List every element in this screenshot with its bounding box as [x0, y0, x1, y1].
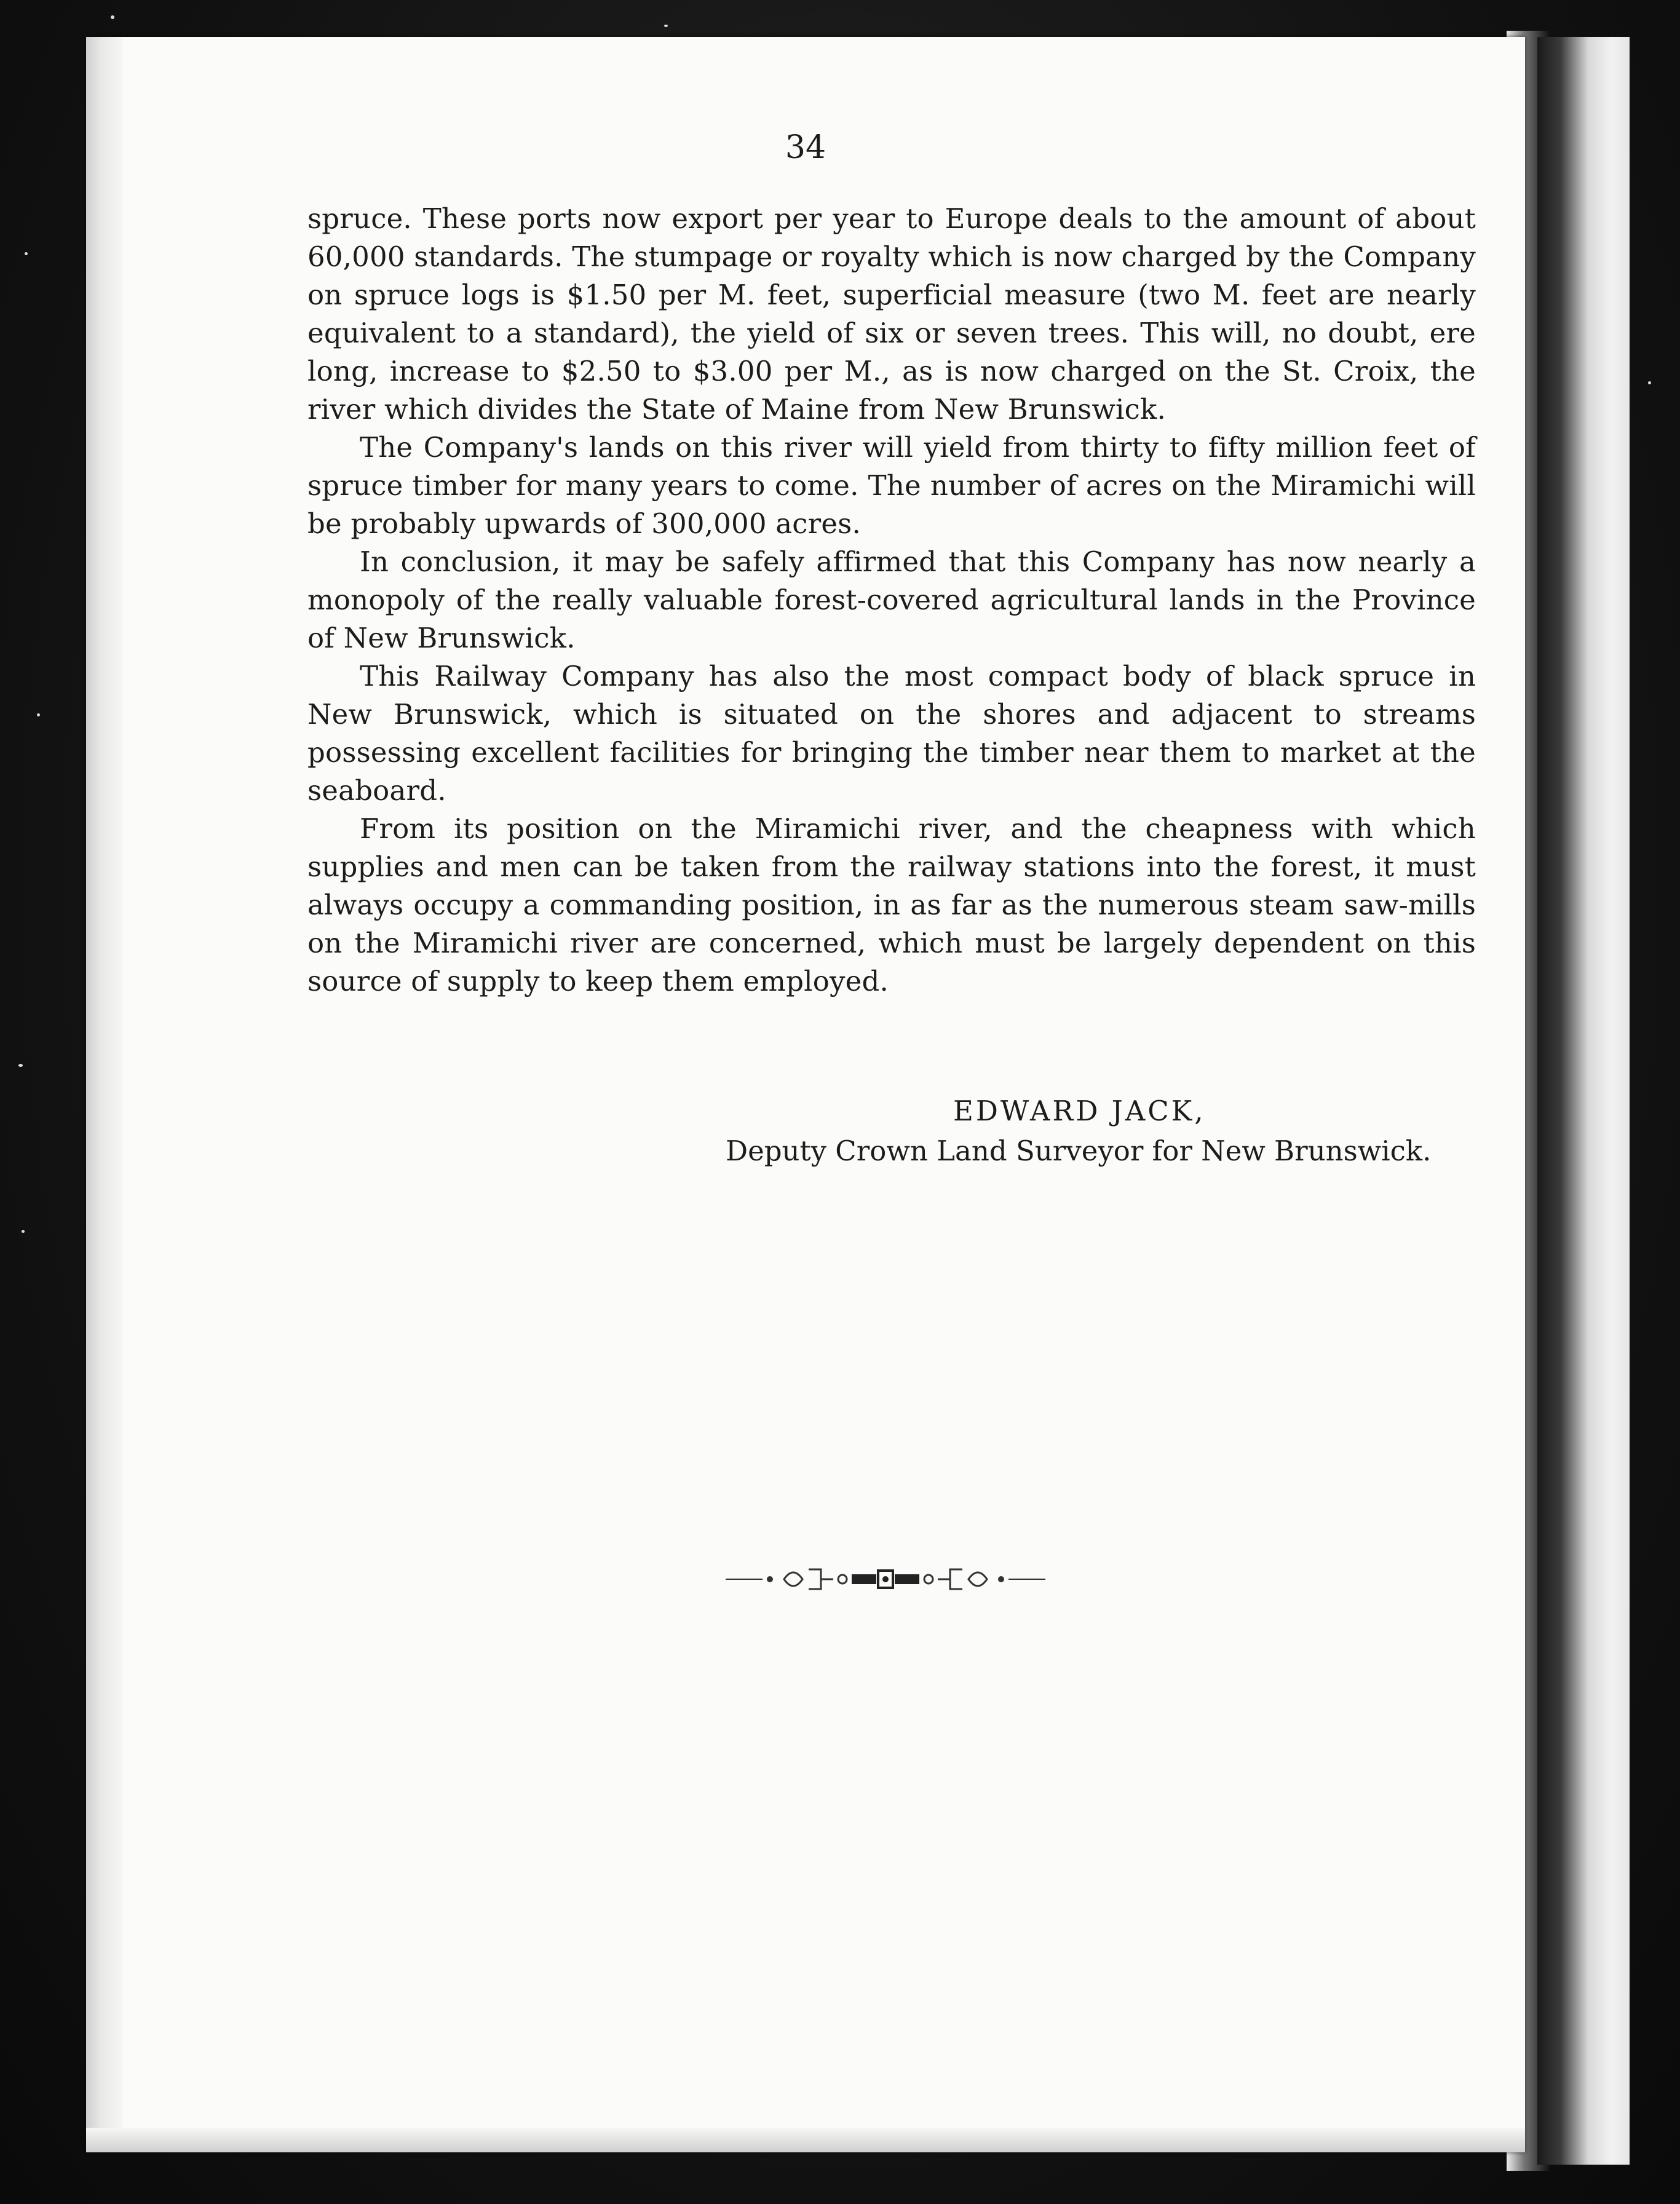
document-page — [86, 37, 1525, 2152]
paragraph: The Company's lands on this river will yield from thirty to fifty million feet of spruce timber for many years to come. The number of acres on the Miramichi will be probably upwards of 300,000 acres. — [307, 431, 1476, 540]
paragraph: This Railway Company has also the most compact body of black spruce in New Brunswick, which is situated on the shores and adjacent to streams possessing excellent facilities for bringing the timber near them to market at the seaboard. — [307, 660, 1476, 807]
scan-speck — [37, 713, 40, 716]
page-number: 34 — [785, 129, 826, 166]
scan-speck — [22, 1230, 25, 1233]
scan-speck — [18, 1064, 23, 1067]
ornament-divider-icon — [726, 1561, 1045, 1598]
scan-speck — [1648, 381, 1651, 384]
adjacent-page-edge — [1537, 37, 1630, 2165]
scan-speck — [25, 252, 28, 255]
signature-name: EDWARD JACK, — [953, 1095, 1206, 1127]
paragraph: From its position on the Miramichi river, and the cheapness with which supplies and men can be taken from the railway stations into the forest, it must always occupy a commanding position, in as far as the numerous steam saw-mills on the Miramichi river are concerned, which must be largely dependent on this source of supply to keep them employed. — [307, 812, 1476, 997]
page-left-edge — [86, 37, 123, 2152]
scan-speck — [664, 25, 668, 27]
paragraph-continued: spruce. These ports now export per year to Europe deals to the amount of about 60,000 standards. The stumpage or royalty which is now charged by the Company on spruce logs is $1.50 per M. feet, superficial measure (two M. feet are nearly equivalent to a standard), the yield of six or seven trees. This will, no doubt, ere long, increase to $2.50 to $3.00 per M., as is now charged on the St. Croix, the river which divides the State of Maine from New Brunswick. — [307, 202, 1476, 426]
body-text — [307, 200, 1476, 1001]
page-bottom-edge — [86, 2128, 1525, 2152]
signature-title: Deputy Crown Land Surveyor for New Brunswick. — [726, 1135, 1432, 1167]
paragraph: In conclusion, it may be safely affirmed that this Company has now nearly a monopoly of the really valuable forest-covered agricultural lands in the Province of New Brunswick. — [307, 545, 1476, 654]
scan-speck — [111, 15, 114, 19]
